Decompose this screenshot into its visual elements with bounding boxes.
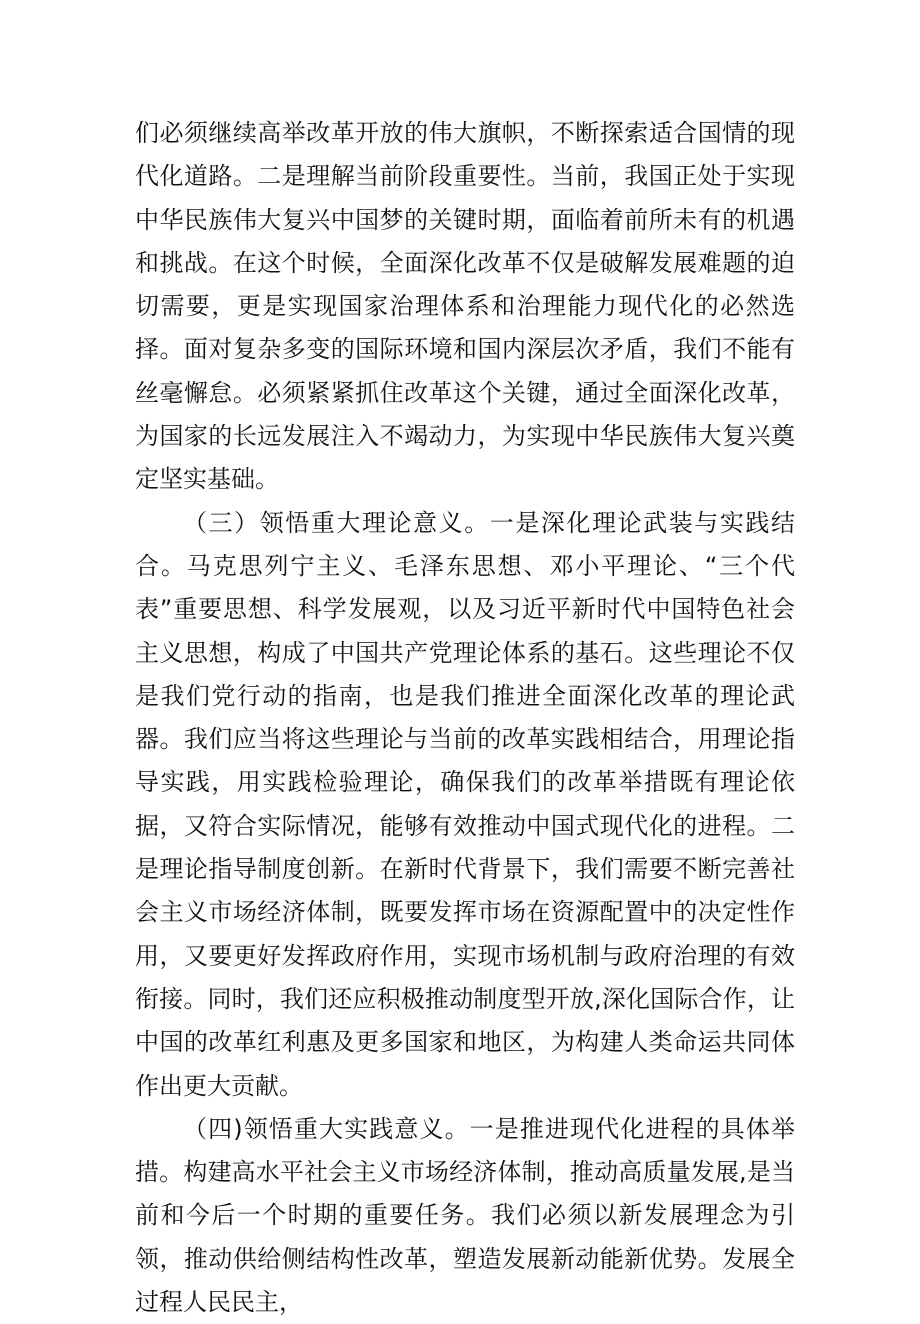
body-text: [135, 112, 795, 1324]
paragraph-practice-significance: （四)领悟重大实践意义。一是推进现代化进程的具体举措。构建高水平社会主义市场经济体制，推动高质量发展,是当前和今后一个时期的重要任务。我们必须以新发展理念为引领，推动供给侧结构性改革，塑造发展新动能新优势。发展全过程人民民主，: [135, 1114, 795, 1317]
paragraph-continuation: 们必须继续高举改革开放的伟大旗帜，不断探索适合国情的现代化道路。二是理解当前阶段重要性。当前，我国正处于实现中华民族伟大复兴中国梦的关键时期，面临着前所未有的机遇和挑战。在这个时候，全面深化改革不仅是破解发展难题的迫切需要，更是实现国家治理体系和治理能力现代化的必然选择。面对复杂多变的国际环境和国内深层次矛盾，我们不能有丝毫懈怠。必须紧紧抓住改革这个关键，通过全面深化改革，为国家的长远发展注入不竭动力，为实现中华民族伟大复兴奠定坚实基础。: [135, 119, 795, 494]
paragraph-theory-significance: （三）领悟重大理论意义。一是深化理论武装与实践结合。马克思列宁主义、毛泽东思想、邓小平理论、“三个代表”重要思想、科学发展观，以及习近平新时代中国特色社会主义思想，构成了中国共产党理论体系的基石。这些理论不仅是我们党行动的指南，也是我们推进全面深化改革的理论武器。我们应当将这些理论与当前的改革实践相结合，用理论指导实践，用实践检验理论，确保我们的改革举措既有理论依据，又符合实际情况，能够有效推动中国式现代化的进程。二是理论指导制度创新。在新时代背景下，我们需要不断完善社会主义市场经济体制，既要发挥市场在资源配置中的决定性作用，又要更好发挥政府作用，实现市场机制与政府治理的有效衔接。同时，我们还应积极推动制度型开放,深化国际合作，让中国的改革红利惠及更多国家和地区，为构建人类命运共同体作出更大贡献。: [135, 508, 795, 1100]
